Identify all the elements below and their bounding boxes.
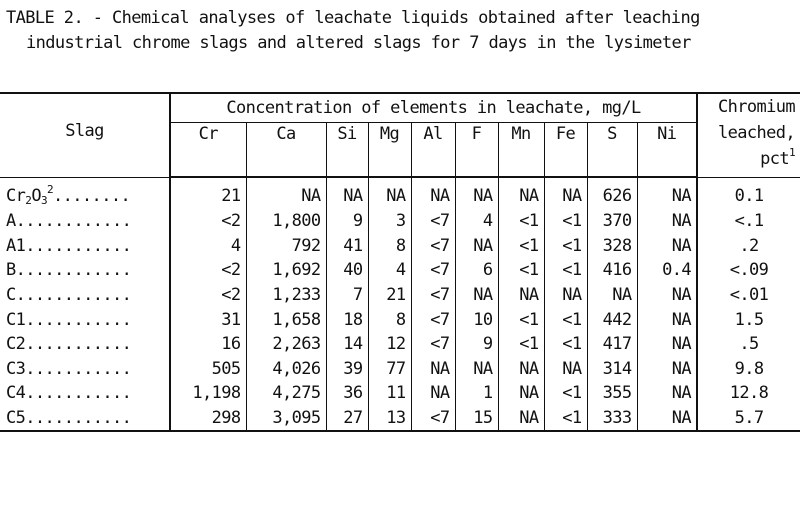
cell-si: 9 (326, 209, 368, 234)
cell-si: NA (326, 177, 368, 209)
cell-cr: 1,198 (170, 381, 246, 406)
cell-fe: NA (544, 177, 587, 209)
cell-ni: NA (637, 283, 697, 308)
cell-mg: 8 (368, 234, 411, 259)
cell-f: 4 (455, 209, 498, 234)
cell-mn: <1 (498, 209, 544, 234)
table-row (0, 381, 800, 406)
cell-mg: 13 (368, 406, 411, 432)
cell-f: NA (455, 283, 498, 308)
cell-chromium-leached: 9.8 (697, 357, 800, 382)
cell-fe: <1 (544, 406, 587, 432)
cell-mg: 21 (368, 283, 411, 308)
cell-mn: <1 (498, 234, 544, 259)
cell-al: <7 (411, 307, 455, 332)
cell-mg: 11 (368, 381, 411, 406)
header-element-1: Ca (246, 123, 326, 178)
table-caption (6, 6, 796, 56)
header-element-5: F (455, 123, 498, 178)
cell-al: <7 (411, 234, 455, 259)
row-slag-name: C4........... (6, 383, 132, 404)
header-element-3: Mg (368, 123, 411, 178)
cell-si: 27 (326, 406, 368, 432)
cell-ca: 1,233 (246, 283, 326, 308)
table-row (0, 406, 800, 432)
table-row (0, 357, 800, 382)
cell-cr: <2 (170, 209, 246, 234)
cell-cr: 505 (170, 357, 246, 382)
slag-name-prefix: Cr (6, 185, 26, 206)
cell-al: NA (411, 177, 455, 209)
row-slag-name: C............ (6, 285, 132, 306)
cell-s: 355 (587, 381, 637, 406)
cell-cr: 31 (170, 307, 246, 332)
header-element-8: S (587, 123, 637, 178)
cell-s: 416 (587, 258, 637, 283)
cell-mg: 77 (368, 357, 411, 382)
cell-al: <7 (411, 258, 455, 283)
cell-chromium-leached: <.01 (697, 283, 800, 308)
cell-ca: 1,658 (246, 307, 326, 332)
cell-s: 328 (587, 234, 637, 259)
cell-f: 9 (455, 332, 498, 357)
header-chromium-line-2: leached, (717, 123, 796, 143)
cell-cr: 298 (170, 406, 246, 432)
cell-al: <7 (411, 283, 455, 308)
cell-chromium-leached: 0.1 (697, 177, 800, 209)
cell-cr: 16 (170, 332, 246, 357)
cell-ca: 4,026 (246, 357, 326, 382)
cell-chromium-leached: 12.8 (697, 381, 800, 406)
cell-chromium-leached: 1.5 (697, 307, 800, 332)
header-element-4: Al (411, 123, 455, 178)
table-row (0, 234, 800, 259)
slag-name-subscript-2: 3 (40, 193, 47, 207)
header-chromium-line-1: Chromium (717, 97, 796, 117)
cell-f: NA (455, 177, 498, 209)
cell-ca: 2,263 (246, 332, 326, 357)
cell-cr: <2 (170, 258, 246, 283)
cell-ni: NA (637, 177, 697, 209)
cell-ca: 3,095 (246, 406, 326, 432)
cell-si: 18 (326, 307, 368, 332)
cell-si: 14 (326, 332, 368, 357)
cell-fe: <1 (544, 234, 587, 259)
slag-name-dots: ........ (53, 185, 131, 206)
table-row (0, 177, 800, 209)
cell-mg: NA (368, 177, 411, 209)
cell-s: 626 (587, 177, 637, 209)
cell-si: 40 (326, 258, 368, 283)
cell-f: 6 (455, 258, 498, 283)
header-slag: Slag (0, 93, 170, 177)
cell-s: 333 (587, 406, 637, 432)
row-slag-name: A............ (6, 211, 132, 232)
cell-chromium-leached: <.1 (697, 209, 800, 234)
cell-s: 417 (587, 332, 637, 357)
cell-mg: 4 (368, 258, 411, 283)
row-slag-name: B............ (6, 260, 132, 281)
table-row (0, 209, 800, 234)
header-chromium-leached (697, 93, 800, 177)
cell-mn: <1 (498, 258, 544, 283)
slag-name-mid: O (31, 185, 41, 206)
cell-al: NA (411, 381, 455, 406)
cell-mn: NA (498, 357, 544, 382)
cell-ca: 792 (246, 234, 326, 259)
cell-ni: NA (637, 381, 697, 406)
cell-mn: NA (498, 283, 544, 308)
cell-f: NA (455, 357, 498, 382)
cell-fe: <1 (544, 381, 587, 406)
cell-chromium-leached: .5 (697, 332, 800, 357)
cell-f: 10 (455, 307, 498, 332)
cell-mg: 12 (368, 332, 411, 357)
header-element-7: Fe (544, 123, 587, 178)
header-chromium-footnote: 1 (789, 146, 796, 159)
cell-mn: NA (498, 381, 544, 406)
cell-ni: NA (637, 234, 697, 259)
row-slag-name: C1........... (6, 309, 132, 330)
row-slag-name (0, 177, 170, 209)
header-element-6: Mn (498, 123, 544, 178)
cell-al: <7 (411, 209, 455, 234)
cell-ca: NA (246, 177, 326, 209)
row-slag-name: C5........... (0, 406, 170, 432)
row-slag-name: C3........... (6, 358, 132, 379)
cell-cr: 4 (170, 234, 246, 259)
cell-s: 370 (587, 209, 637, 234)
cell-ca: 4,275 (246, 381, 326, 406)
cell-f: 15 (455, 406, 498, 432)
header-element-0: Cr (170, 123, 246, 178)
cell-ni: 0.4 (637, 258, 697, 283)
cell-ca: 1,800 (246, 209, 326, 234)
cell-si: 41 (326, 234, 368, 259)
table-row (0, 258, 800, 283)
cell-si: 39 (326, 357, 368, 382)
cell-fe: <1 (544, 332, 587, 357)
cell-si: 36 (326, 381, 368, 406)
cell-s: 314 (587, 357, 637, 382)
cell-ca: 1,692 (246, 258, 326, 283)
cell-al: <7 (411, 332, 455, 357)
cell-cr: 21 (170, 177, 246, 209)
row-slag-name: A1........... (6, 235, 132, 256)
cell-fe: NA (544, 283, 587, 308)
leachate-analysis-table (0, 92, 800, 432)
cell-fe: NA (544, 357, 587, 382)
row-slag-name: C2........... (6, 334, 132, 355)
cell-ni: NA (637, 406, 697, 432)
cell-ni: NA (637, 357, 697, 382)
header-chromium-line-3: pct (760, 149, 790, 169)
cell-mn: NA (498, 406, 544, 432)
table-row (0, 307, 800, 332)
cell-al: <7 (411, 406, 455, 432)
cell-cr: <2 (170, 283, 246, 308)
cell-fe: <1 (544, 258, 587, 283)
cell-chromium-leached: 5.7 (697, 406, 800, 432)
cell-chromium-leached: .2 (697, 234, 800, 259)
caption-line-1: TABLE 2. - Chemical analyses of leachate liquids obtained after leaching (6, 8, 700, 28)
header-element-9: Ni (637, 123, 697, 178)
cell-f: NA (455, 234, 498, 259)
cell-f: 1 (455, 381, 498, 406)
slag-name-footnote: 2 (46, 182, 54, 196)
cell-chromium-leached: <.09 (697, 258, 800, 283)
cell-ni: NA (637, 307, 697, 332)
cell-mg: 3 (368, 209, 411, 234)
header-element-2: Si (326, 123, 368, 178)
cell-ni: NA (637, 332, 697, 357)
cell-mn: NA (498, 177, 544, 209)
cell-si: 7 (326, 283, 368, 308)
caption-line-2: industrial chrome slags and altered slags for 7 days in the lysimeter (26, 33, 691, 53)
table-row (0, 332, 800, 357)
cell-s: 442 (587, 307, 637, 332)
cell-fe: <1 (544, 307, 587, 332)
cell-al: NA (411, 357, 455, 382)
cell-ni: NA (637, 209, 697, 234)
cell-s: NA (587, 283, 637, 308)
cell-mn: <1 (498, 332, 544, 357)
slag-name-subscript-1: 2 (25, 193, 32, 207)
header-concentration-group: Concentration of elements in leachate, mg/L (170, 93, 697, 123)
cell-fe: <1 (544, 209, 587, 234)
cell-mg: 8 (368, 307, 411, 332)
table-row (0, 283, 800, 308)
cell-mn: <1 (498, 307, 544, 332)
